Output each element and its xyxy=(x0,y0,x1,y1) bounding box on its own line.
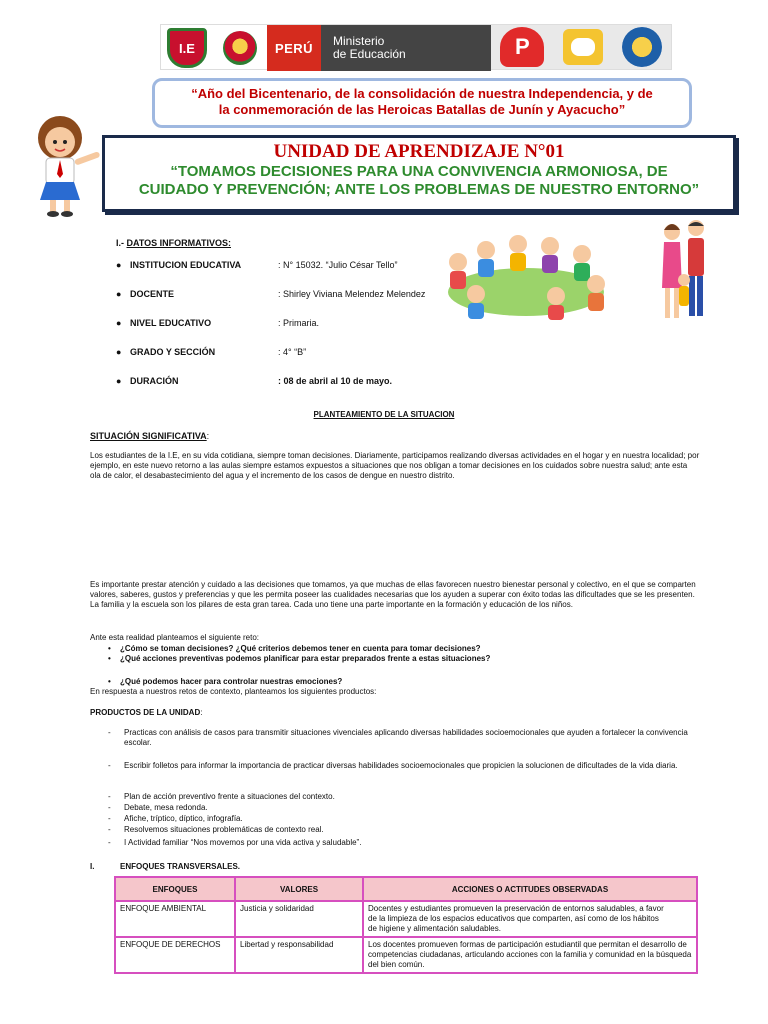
year-banner-line2: la conmemoración de las Heroicas Batallas de Junín y Ayacucho” xyxy=(218,102,626,117)
school-logo xyxy=(161,25,213,71)
situacion-colon: : xyxy=(206,431,210,441)
peru-logo: PERÚ xyxy=(267,25,321,71)
year-banner xyxy=(152,78,692,128)
reto-question: • ¿Cómo se toman decisiones? ¿Qué criterios debemos tener en cuenta para tomar decisiones? xyxy=(108,644,490,654)
datos-heading-prefix: I.- xyxy=(116,238,127,248)
enfoque-cell: ENFOQUE AMBIENTAL xyxy=(115,901,235,937)
bullet-icon: ● xyxy=(116,289,122,299)
valor-cell: Justicia y solidaridad xyxy=(235,901,363,937)
situacion-label: SITUACIÓN SIGNIFICATIVA xyxy=(90,431,207,441)
peru-coat-of-arms-icon xyxy=(213,25,267,71)
info-value: : Shirley Viviana Melendez Melendez xyxy=(278,289,426,299)
header-logo-strip xyxy=(160,24,672,70)
bullet-icon: ● xyxy=(116,260,122,270)
enfoques-number: I. xyxy=(90,862,95,871)
enfoques-table xyxy=(114,876,698,974)
p-logo-icon xyxy=(500,27,544,67)
datos-heading-text: DATOS INFORMATIVOS: xyxy=(126,238,231,248)
valor-cell: Libertad y responsabilidad xyxy=(235,937,363,973)
datos-heading xyxy=(116,238,231,248)
year-banner-line1: “Año del Bicentenario, de la consolidación de nuestra Independencia, y de xyxy=(191,86,653,101)
acciones-line: Docentes y estudiantes promueven la preservación de entornos saludables, a favor xyxy=(368,904,664,913)
reto-intro: Ante esta realidad planteamos el siguiente reto: xyxy=(90,633,259,642)
bullet-icon: ● xyxy=(116,376,122,386)
unit-title: UNIDAD DE APRENDIZAJE N°01 xyxy=(273,141,565,162)
enfoques-heading xyxy=(90,862,240,871)
enfoques-heading-text: ENFOQUES TRANSVERSALES. xyxy=(120,862,241,871)
productos-heading-colon: : xyxy=(200,708,203,717)
planteamiento-heading: PLANTEAMIENTO DE LA SITUACION xyxy=(313,410,455,419)
column-header-valores: VALORES xyxy=(235,877,363,901)
table-row xyxy=(115,901,697,937)
p-logo-text: P xyxy=(514,34,530,59)
ministerio-line2: de Educación xyxy=(333,47,406,61)
acciones-line: de la limpieza de los espacios educativos que comparten, así como de los hábitos xyxy=(368,914,659,923)
acciones-line: de higiene y alimentación saludables. xyxy=(368,924,501,933)
situacion-paragraph-1: Los estudiantes de la I.E, en su vida cotidiana, siempre toman decisiones. Diariamente, participamos realizando diversas actividades en el hogar y en nuestra localidad; por ejemplo, en este nuevo retorno a las aulas siempre estamos expuestos a situaciones que nos obligan a tomar decisiones en los cuidados sobre nuestra salud; ante esta ola de calor, el desabastecimiento del agua y el incremento de los casos de dengue en nuestro distrito. xyxy=(90,451,700,480)
producto-item: - Resolvemos situaciones problemáticas de contexto real. xyxy=(108,825,696,835)
producto-item: - I Actividad familiar “Nos movemos por una vida activa y saludable”. xyxy=(108,838,696,848)
school-logo-text: I.E xyxy=(179,40,195,56)
producto-item: - Escribir folletos para informar la importancia de practicar diversas habilidades socioemocionales que propicien la solucionen de dificultades de la vida diaria. xyxy=(108,761,696,771)
situacion-significativa-heading xyxy=(90,431,209,441)
yellow-logo-icon xyxy=(563,29,603,65)
producto-item: - Practicas con análisis de casos para transmitir situaciones vivenciales aplicando diversas habilidades socioemocionales que ayuden a fortalecer la convivencia escolar. xyxy=(108,728,696,748)
family-illustration-icon xyxy=(652,218,716,328)
school-shield-icon xyxy=(167,28,207,68)
reto-question-3-wrap xyxy=(108,677,342,687)
blue-emblem-icon xyxy=(622,27,662,67)
acciones-line: Los docentes promueven formas de participación estudiantil que permitan el desarrollo de competencias ciudadanas, articulando acciones con la familia y comunidad en la búsqueda del bien común. xyxy=(368,940,692,969)
info-value: : Primaria. xyxy=(278,318,320,328)
unit-subtitle-line1: “TOMAMOS DECISIONES PARA UNA CONVIVENCIA ARMONIOSA, DE xyxy=(170,163,668,180)
producto-item: - Debate, mesa redonda. xyxy=(108,803,696,813)
table-header-row xyxy=(115,877,697,901)
table-row xyxy=(115,937,697,973)
bullet-icon: ● xyxy=(116,318,122,328)
reto-questions xyxy=(108,644,490,664)
info-value: : 4° “B” xyxy=(278,347,307,357)
productos-heading xyxy=(90,708,202,717)
column-header-acciones: ACCIONES O ACTITUDES OBSERVADAS xyxy=(363,877,697,901)
producto-item: - Afiche, tríptico, díptico, infografía. xyxy=(108,814,696,824)
partner-logos xyxy=(491,25,671,69)
reto-question: • ¿Qué podemos hacer para controlar nuestras emociones? xyxy=(108,677,342,687)
info-value: : 08 de abril al 10 de mayo. xyxy=(278,376,393,386)
respuesta-text: En respuesta a nuestros retos de contexto, planteamos los siguientes productos: xyxy=(90,687,377,696)
column-header-enfoques: ENFOQUES xyxy=(115,877,235,901)
info-label: NIVEL EDUCATIVO xyxy=(130,318,212,328)
acciones-cell xyxy=(363,937,697,973)
situacion-paragraph-2: Es importante prestar atención y cuidado a las decisiones que tomamos, ya que muchas de ellas favorecen nuestro bienestar personal y colectivo, en el que se comparten valores, saberes, gustos y preferencias y que les permita poseer las cualidades necesarias que los ayuden a superar con éxito todas las dificultades que se les presenten. La familia y la escuela son los pilares de esta gran tarea. Cada uno tiene una parte importante en la formación y educación de los niños. xyxy=(90,580,696,609)
info-label: GRADO Y SECCIÓN xyxy=(130,347,216,357)
ministerio-logo xyxy=(321,25,491,71)
info-value: : N° 15032. “Julio César Tello” xyxy=(278,260,398,270)
info-label: DOCENTE xyxy=(130,289,175,299)
enfoque-cell: ENFOQUE DE DERECHOS xyxy=(115,937,235,973)
acciones-cell xyxy=(363,901,697,937)
unit-subtitle-line2: CUIDADO Y PREVENCIÓN; ANTE LOS PROBLEMAS DE NUESTRO ENTORNO” xyxy=(138,181,700,198)
info-label: INSTITUCION EDUCATIVA xyxy=(130,260,242,270)
ministerio-line1: Ministerio xyxy=(333,34,385,48)
info-label: DURACIÓN xyxy=(130,376,179,386)
bullet-icon: ● xyxy=(116,347,122,357)
reto-question: • ¿Qué acciones preventivas podemos planificar para estar preparados frente a estas situaciones? xyxy=(108,654,490,664)
girl-illustration-icon xyxy=(24,112,106,218)
kids-circle-illustration-icon xyxy=(436,232,616,322)
producto-item: - Plan de acción preventivo frente a situaciones del contexto. xyxy=(108,792,696,802)
unit-title-box xyxy=(102,135,736,212)
productos-heading-text: PRODUCTOS DE LA UNIDAD xyxy=(90,708,201,717)
